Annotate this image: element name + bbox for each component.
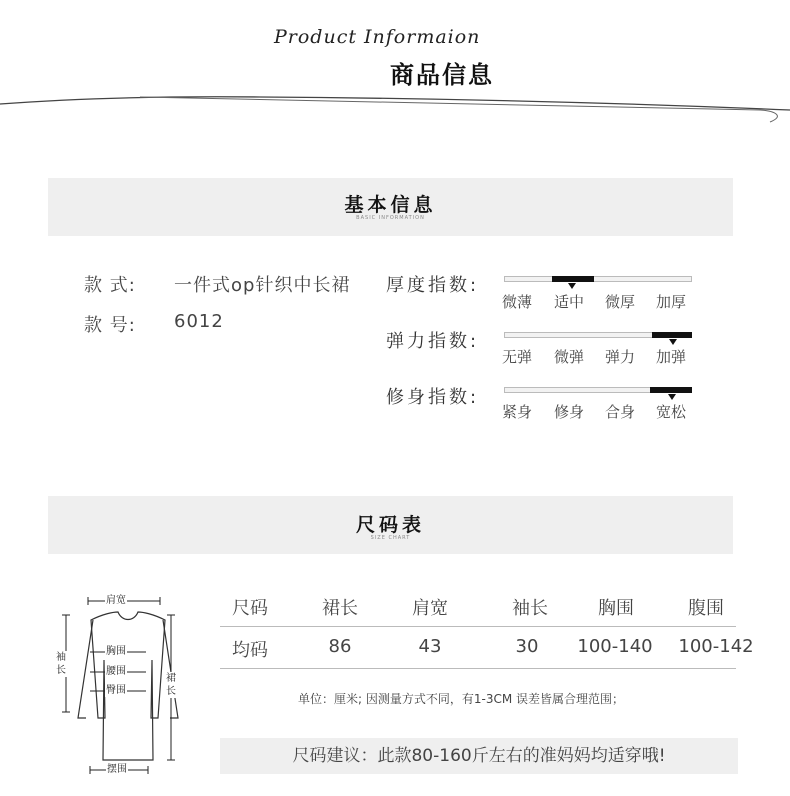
diagram-skirt-length-label: 裙长 [166,673,176,697]
size-note: 单位：厘米; 因测量方式不同，有1-3CM 误差皆属合理范围； [298,692,625,706]
table-cell: 100-142 [678,636,754,657]
table-divider [220,668,736,669]
thickness-option: 适中 [554,293,585,311]
thickness-option: 微厚 [605,293,636,311]
elasticity-option: 加弹 [656,348,687,366]
diagram-chest-label: 胸围 [106,646,126,657]
table-header-cell: 裙长 [322,598,358,619]
elasticity-scale [504,332,692,338]
table-header-cell: 胸围 [598,598,634,619]
elasticity-marker [669,339,677,345]
fit-option: 宽松 [656,403,687,421]
header-swoosh [0,88,790,128]
table-cell: 43 [418,636,442,657]
table-header-cell: 尺码 [232,598,268,619]
elasticity-scale-fill [652,332,692,338]
style-label: 款 式: [84,275,136,296]
basic-info-subtitle: BASIC INFORMATION [356,215,425,221]
elasticity-option: 无弹 [502,348,533,366]
basic-info-band [48,178,733,236]
item-number-value: 6012 [174,311,224,332]
table-cell: 86 [328,636,352,657]
fit-index-label: 修身指数: [386,387,480,408]
thickness-marker [568,283,576,289]
diagram-hem-label: 摆围 [107,764,127,775]
table-header-cell: 肩宽 [412,598,448,619]
size-chart-title: 尺码表 [355,514,425,536]
fit-option: 紧身 [502,403,533,421]
table-cell: 均码 [232,640,268,661]
header-title-en: Product Informaion [274,26,481,48]
thickness-scale-fill [552,276,594,282]
thickness-scale [504,276,692,282]
elasticity-index-label: 弹力指数: [386,331,480,352]
thickness-option: 微薄 [502,293,533,311]
table-header-cell: 腹围 [688,598,724,619]
size-advice: 尺码建议：此款80-160斤左右的准妈妈均适穿哦! [220,738,738,774]
fit-option: 修身 [554,403,585,421]
header-title-cn: 商品信息 [390,61,494,89]
basic-info-title: 基本信息 [344,194,437,216]
diagram-hip-label: 臀围 [106,685,126,696]
fit-scale [504,387,692,393]
elasticity-option: 弹力 [605,348,636,366]
fit-marker [668,394,676,400]
style-value: 一件式op针织中长裙 [174,275,351,296]
size-chart-band [48,496,733,554]
diagram-waist-label: 腰围 [106,666,126,677]
table-cell: 100-140 [577,636,653,657]
table-cell: 30 [515,636,539,657]
thickness-index-label: 厚度指数: [386,275,480,296]
fit-scale-fill [650,387,692,393]
fit-option: 合身 [605,403,636,421]
item-number-label: 款 号: [84,315,136,336]
thickness-option: 加厚 [656,293,687,311]
diagram-shoulder-label: 肩宽 [106,595,126,606]
table-header-cell: 袖长 [512,598,548,619]
size-chart-subtitle: SIZE CHART [370,535,411,541]
elasticity-option: 微弹 [554,348,585,366]
table-divider [220,626,736,627]
diagram-sleeve-label: 袖长 [56,652,66,676]
